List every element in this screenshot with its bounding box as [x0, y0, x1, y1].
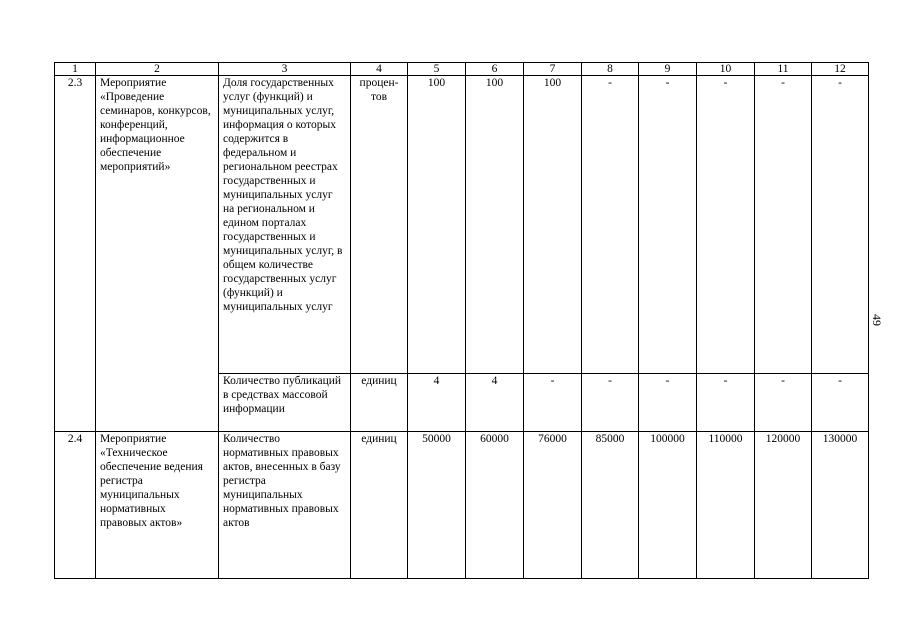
- header-cell: 11: [755, 63, 812, 76]
- value-cell: -: [582, 374, 639, 432]
- value-cell: 100: [466, 76, 524, 374]
- value-cell: -: [524, 374, 582, 432]
- value-cell: 50000: [408, 432, 466, 579]
- value-cell: -: [697, 374, 755, 432]
- value-cell: 110000: [697, 432, 755, 579]
- value-cell: -: [582, 76, 639, 374]
- indicator-name: Доля государственных услуг (функций) и муниципальных услуг, информация о которых содержится в федеральном и региональном реестрах государственных и муниципальных услуг на региональном и едином порталах государственных и муниципальных услуг, в общем количестве государственных услуг (функций) и муниципальных услуг: [219, 76, 351, 374]
- value-cell: -: [812, 76, 869, 374]
- header-cell: 5: [408, 63, 466, 76]
- value-cell: -: [639, 374, 697, 432]
- header-cell: 9: [639, 63, 697, 76]
- value-cell: -: [755, 76, 812, 374]
- value-cell: 60000: [466, 432, 524, 579]
- header-cell: 4: [351, 63, 408, 76]
- header-cell: 3: [219, 63, 351, 76]
- table-row: [55, 432, 869, 579]
- value-cell: -: [755, 374, 812, 432]
- indicator-unit: единиц: [351, 432, 408, 579]
- indicator-name: Количество публикаций в средствах массовой информации: [219, 374, 351, 432]
- header-cell: 1: [55, 63, 96, 76]
- row-number: 2.4: [55, 432, 96, 579]
- indicator-unit: процен-тов: [351, 76, 408, 374]
- header-cell: 8: [582, 63, 639, 76]
- value-cell: 4: [466, 374, 524, 432]
- value-cell: -: [812, 374, 869, 432]
- value-cell: -: [639, 76, 697, 374]
- value-cell: 100000: [639, 432, 697, 579]
- indicator-unit: единиц: [351, 374, 408, 432]
- event-name: Мероприятие «Проведение семинаров, конкурсов, конференций, информационное обеспечение мероприятий»: [96, 76, 219, 432]
- indicator-name: Количество нормативных правовых актов, внесенных в базу регистра муниципальных нормативных правовых актов: [219, 432, 351, 579]
- row-number: 2.3: [55, 76, 96, 432]
- header-cell: 2: [96, 63, 219, 76]
- header-cell: 12: [812, 63, 869, 76]
- header-cell: 6: [466, 63, 524, 76]
- value-cell: 100: [408, 76, 466, 374]
- header-cell: 10: [697, 63, 755, 76]
- event-name: Мероприятие «Техническое обеспечение ведения регистра муниципальных нормативных правовых актов»: [96, 432, 219, 579]
- header-row: [55, 63, 869, 76]
- value-cell: 120000: [755, 432, 812, 579]
- data-table: [54, 62, 869, 579]
- page-number: 49: [870, 314, 884, 326]
- table-row: [55, 76, 869, 374]
- value-cell: 130000: [812, 432, 869, 579]
- value-cell: 100: [524, 76, 582, 374]
- value-cell: -: [697, 76, 755, 374]
- value-cell: 85000: [582, 432, 639, 579]
- value-cell: 76000: [524, 432, 582, 579]
- header-cell: 7: [524, 63, 582, 76]
- value-cell: 4: [408, 374, 466, 432]
